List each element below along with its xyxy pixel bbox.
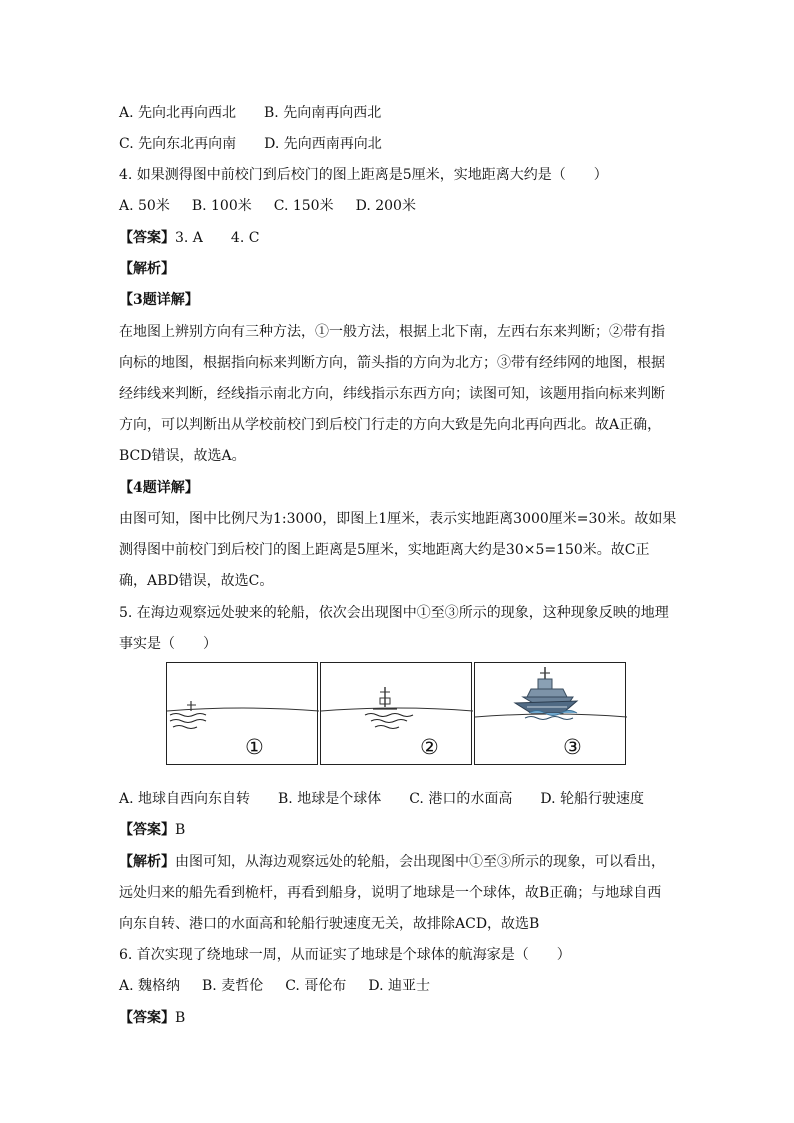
analysis-text: 由图可知，从海边观察远处的轮船，会出现图中①至③所示的现象，可以看出， — [175, 854, 665, 870]
q4-option-b: B. 100米 — [191, 198, 252, 214]
analysis-label: 【解析】 — [119, 261, 175, 277]
analysis-label: 【解析】 — [119, 854, 175, 870]
horizon-mast-only-drawing — [167, 663, 319, 766]
q3-detail-line: BCD错误，故选A。 — [119, 448, 246, 464]
figure-panel-1 — [166, 662, 318, 765]
q5-stem-line: 5. 在海边观察远处驶来的轮船，依次会出现图中①至③所示的现象，这种现象反映的地理 — [119, 605, 669, 621]
figure-label-2: ② — [420, 735, 439, 759]
q4-detail-line: 由图可知，图中比例尺为1:3000，即图上1厘米，表示实地距离3000厘米=30米。故如果 — [119, 511, 677, 527]
q3-detail-line: 在地图上辨别方向有三种方法，①一般方法，根据上北下南，左西右东来判断；②带有指 — [119, 324, 665, 340]
answer-text: B — [175, 1010, 186, 1026]
figure-label-3: ③ — [563, 735, 582, 759]
q5-analysis-line: 远处归来的船先看到桅杆，再看到船身，说明了地球是一个球体，故B正确；与地球自西 — [119, 885, 662, 901]
q5-analysis-line — [119, 852, 665, 872]
q6-answer — [119, 1008, 185, 1028]
q5-stem-line: 事实是（ ） — [119, 636, 217, 652]
q4-option-a: A. 50米 — [119, 198, 170, 214]
q3-option-b: B. 先向南再向西北 — [264, 105, 382, 121]
q5-analysis-line: 向东自转、港口的水面高和轮船行驶速度无关，故排除ACD，故选B — [119, 916, 540, 932]
q3-detail-line: 方向，可以判断出从学校前校门到后校门行走的方向大致是先向北再向西北。故A正确， — [119, 417, 662, 433]
q4-options — [119, 196, 416, 216]
q3-option-a: A. 先向北再向西北 — [119, 105, 237, 121]
q4-option-c: C. 150米 — [273, 198, 334, 214]
q5-options — [119, 789, 644, 809]
full-ship-drawing — [475, 663, 627, 766]
q4-detail-label: 【4题详解】 — [119, 480, 199, 496]
q5-answer — [119, 820, 185, 840]
horizon-superstructure-drawing — [321, 663, 473, 766]
q3-options-row2 — [119, 134, 382, 154]
q5-option-d: D. 轮船行驶速度 — [540, 791, 644, 807]
answer-label: 【答案】 — [119, 1010, 175, 1026]
q6-option-c: C. 哥伦布 — [285, 978, 347, 994]
figure-panel-3 — [474, 662, 626, 765]
answer-text: 3. A 4. C — [175, 230, 260, 246]
answer-label: 【答案】 — [119, 822, 175, 838]
q3-detail-line: 向标的地图，根据指向标来判断方向，箭头指的方向为北方；③带有经纬网的地图，根据 — [119, 355, 665, 371]
q3-options-row1 — [119, 103, 381, 123]
q3-detail-label: 【3题详解】 — [119, 292, 199, 308]
q4-detail-line: 测得图中前校门到后校门的图上距离是5厘米，实地距离大约是30×5=150米。故C正 — [119, 542, 650, 558]
q3-option-d: D. 先向西南再向北 — [264, 136, 382, 152]
q6-option-b: B. 麦哲伦 — [202, 978, 264, 994]
q4-stem: 4. 如果测得图中前校门到后校门的图上距离是5厘米，实地距离大约是（ ） — [119, 167, 608, 183]
q3-detail-line: 经纬线来判断，经线指示南北方向，纬线指示东西方向；读图可知，该题用指向标来判断 — [119, 386, 665, 402]
q5-option-a: A. 地球自西向东自转 — [119, 791, 251, 807]
answer-text: B — [175, 822, 186, 838]
q6-option-a: A. 魏格纳 — [119, 978, 181, 994]
figure-panel-2 — [320, 662, 472, 765]
q6-options — [119, 976, 430, 996]
answer-label: 【答案】 — [119, 230, 175, 246]
q4-detail-line: 确，ABD错误，故选C。 — [119, 573, 274, 589]
q4-option-d: D. 200米 — [355, 198, 416, 214]
q6-option-d: D. 迪亚士 — [368, 978, 430, 994]
figure-label-1: ① — [245, 735, 264, 759]
answer-3-4 — [119, 228, 259, 248]
q3-option-c: C. 先向东北再向南 — [119, 136, 237, 152]
q5-option-c: C. 港口的水面高 — [409, 791, 513, 807]
q6-stem: 6. 首次实现了绕地球一周，从而证实了地球是个球体的航海家是（ ） — [119, 947, 571, 963]
q5-option-b: B. 地球是个球体 — [278, 791, 382, 807]
